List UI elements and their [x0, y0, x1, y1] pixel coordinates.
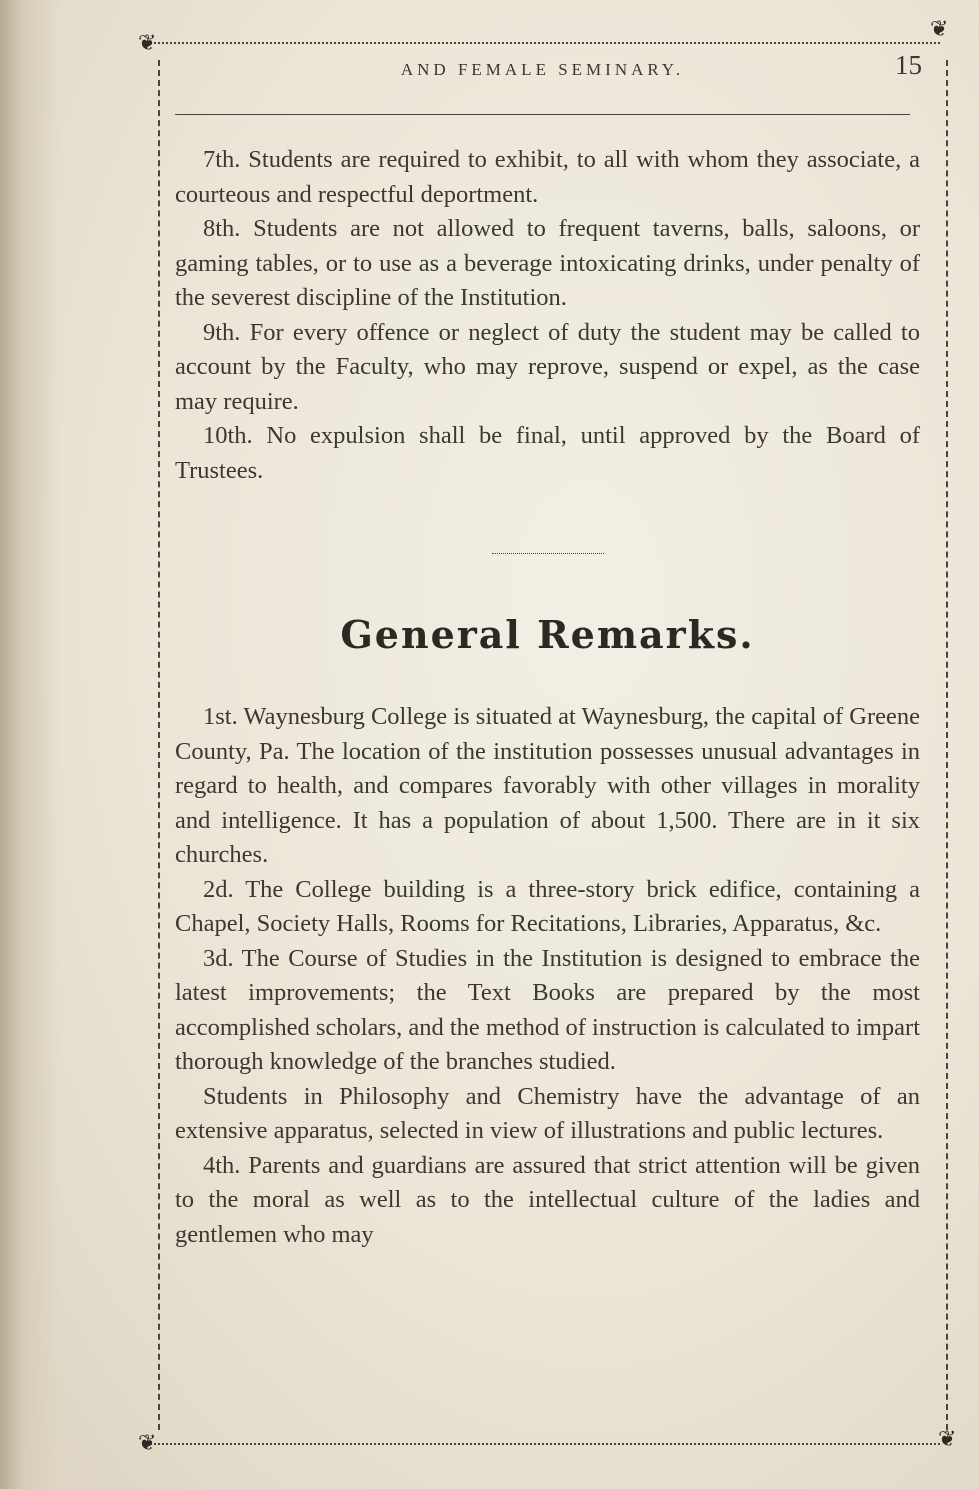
remark-paragraph: 2d. The College building is a three-story brick edifice, containing a Chapel, Society Halls, Rooms for Recitations, Libraries, Apparatus, &c.	[175, 875, 920, 937]
frame-bottom-rule	[150, 1443, 940, 1445]
section-divider	[492, 553, 604, 554]
remark-paragraph: 3d. The Course of Studies in the Institution is designed to embrace the latest improvements; the Text Books are prepared by the most accomplished scholars, and the method of instruction is calculated to impart thorough knowledge of the branches studied.	[175, 944, 921, 1075]
page-number: 15	[895, 50, 922, 80]
header-rule	[175, 114, 910, 115]
running-head: AND FEMALE SEMINARY.	[400, 60, 685, 79]
remark-paragraph: Students in Philosophy and Chemistry have the advantage of an extensive apparatus, selected in view of illustrations and public lectures.	[175, 1082, 920, 1144]
rule-paragraph: 9th. For every offence or neglect of duty the student may be called to account by the Faculty, who may reprove, suspend or expel, as the case may require.	[175, 318, 920, 415]
ornament-top-left-icon: ❦	[138, 30, 157, 55]
rule-paragraph: 7th. Students are required to exhibit, to all with whom they associate, a courteous and respectful deportment.	[175, 146, 920, 208]
frame-right-rule	[946, 60, 948, 1430]
remark-paragraph: 1st. Waynesburg College is situated at Waynesburg, the capital of Greene County, Pa. The location of the institution possesses unusual advantages in regard to health, and compares favorably with other villages in morality and intelligence. It has a population of about 1,500. There are in it six churches.	[175, 703, 920, 868]
section-title: General Remarks.	[340, 612, 755, 657]
rule-paragraph: 10th. No expulsion shall be final, until approved by the Board of Trustees.	[175, 422, 920, 484]
ornament-bottom-left-icon: ❦	[138, 1430, 157, 1455]
remark-paragraph: 4th. Parents and guardians are assured that strict attention will be given to the moral as well as to the intellectual culture of the ladies and gentlemen who may	[175, 1151, 920, 1248]
frame-left-rule	[158, 60, 160, 1430]
ornament-top-right-icon: ❦	[930, 16, 949, 41]
frame-top-rule	[150, 42, 940, 44]
rules-list	[175, 143, 920, 488]
ornament-bottom-right-icon: ❦	[938, 1426, 957, 1451]
remarks-list	[175, 700, 920, 1252]
rule-paragraph: 8th. Students are not allowed to frequent taverns, balls, saloons, or gaming tables, or to use as a beverage intoxicating drinks, under penalty of the severest discipline of the Institution.	[175, 215, 920, 311]
page-gutter-shadow	[0, 0, 60, 1489]
